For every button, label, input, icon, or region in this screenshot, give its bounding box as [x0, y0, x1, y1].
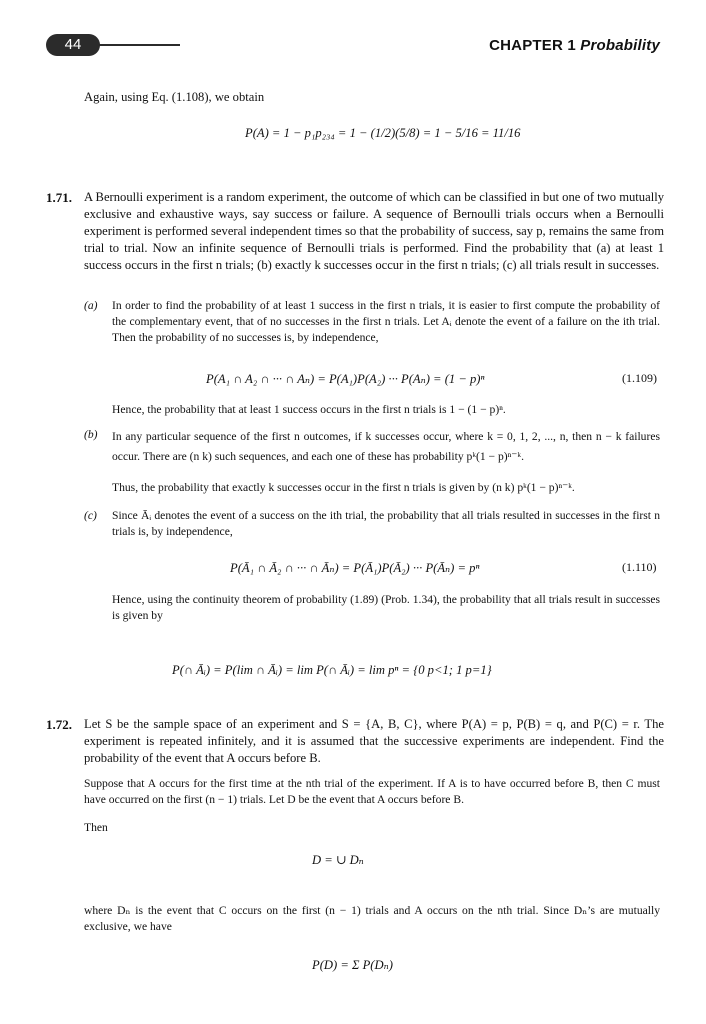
part-c-followup: Hence, using the continuity theorem of probability (1.89) (Prob. 1.34), the probability that all trials result in successes is given by	[112, 593, 660, 622]
chapter-label: CHAPTER 1	[489, 37, 576, 54]
problem-171-statement: A Bernoulli experiment is a random experiment, the outcome of which can be classified in but one of two mutually exclusive and exhaustive ways, say success or failure. A sequence of Bernoulli trials occurs when a Bernoulli experiment is performed several independent times so that the probability of success, say p, remains the same from trial to trial. Now an infinite sequence of Bernoulli trials is performed. Find the probability that (a) at least 1 success occurs in the first n trials; (b) exactly k successes occur in the first n trials; (c) all trials result in successes.	[84, 190, 664, 272]
equation-1109-number: (1.109)	[622, 371, 657, 385]
part-b-label: (b)	[84, 428, 98, 441]
header-rule	[96, 44, 180, 46]
problem-172-solution-1: Suppose that A occurs for the first time at the nth trial of the experiment. If A is to have occurred before B, then C must have occurred on the first (n − 1) trials. Let D be the event that A occurs before B.	[84, 777, 660, 806]
part-c-label: (c)	[84, 509, 97, 522]
equation-union: D = ∪ Dₙ	[312, 853, 364, 867]
part-a-conclusion: Hence, the probability that at least 1 success occurs in the first n trials is 1 − (1 − p)ⁿ.	[112, 403, 506, 416]
problem-172-number: 1.72.	[46, 717, 72, 732]
problem-172-solution-2: where Dₙ is the event that C occurs on the first (n − 1) trials and A occurs on the nth trial. Since Dₙ’s are mutually exclusive, we have	[84, 904, 660, 933]
equation-1110: P(Ā₁ ∩ Ā₂ ∩ ··· ∩ Āₙ) = P(Ā₁)P(Ā₂) ··· P(Āₙ) = pⁿ	[230, 561, 480, 575]
page-number-badge: 44	[46, 34, 100, 56]
part-a-label: (a)	[84, 299, 98, 312]
equation-1109: P(A₁ ∩ A₂ ∩ ··· ∩ Aₙ) = P(A₁)P(A₂) ··· P(Aₙ) = (1 − p)ⁿ	[206, 372, 485, 386]
part-a-text: In order to find the probability of at least 1 success in the first n trials, it is easier to first compute the probability of the complementary event, that of no successes in the first n trials. Let Aᵢ denote the event of a failure on the ith trial. Then the probability of no successes is, by independence,	[112, 299, 660, 344]
part-c-text: Since Āᵢ denotes the event of a success on the ith trial, the probability that all trials resulted in successes in the first n trials is, by independence,	[112, 509, 660, 538]
equation-sum: P(D) = Σ P(Dₙ)	[312, 958, 393, 972]
intro-text: Again, using Eq. (1.108), we obtain	[84, 90, 265, 104]
limit-equation: P(∩ Āᵢ) = P(lim ∩ Āᵢ) = lim P(∩ Āᵢ) = lim pⁿ = {0 p<1; 1 p=1}	[172, 663, 492, 677]
equation-1110-number: (1.110)	[622, 560, 657, 574]
problem-171-number: 1.71.	[46, 190, 72, 205]
chapter-heading	[489, 37, 660, 54]
intro-equation-text: P(A) = 1 − p₁p₂₃₄ = 1 − (1/2)(5/8) = 1 − 5/16 = 11/16	[245, 126, 521, 140]
chapter-title: Probability	[580, 37, 660, 54]
problem-172-then: Then	[84, 821, 108, 834]
part-b-conclusion: Thus, the probability that exactly k successes occur in the first n trials is given by (n k) pᵏ(1 − p)ⁿ⁻ᵏ.	[112, 481, 575, 494]
problem-172-statement: Let S be the sample space of an experiment and S = {A, B, C}, where P(A) = p, P(B) = q, and P(C) = r. The experiment is repeated infinitely, and it is assumed that the successive experiments are independent. Find the probability of the event that A occurs before B.	[84, 717, 664, 765]
intro-equation	[245, 112, 520, 154]
part-b-text: In any particular sequence of the first n outcomes, if k successes occur, where k = 0, 1, 2, ..., n, then n − k failures occur. There are (n k) such sequences, and each one of these has probability pᵏ(1 − p)ⁿ⁻ᵏ.	[112, 430, 660, 463]
